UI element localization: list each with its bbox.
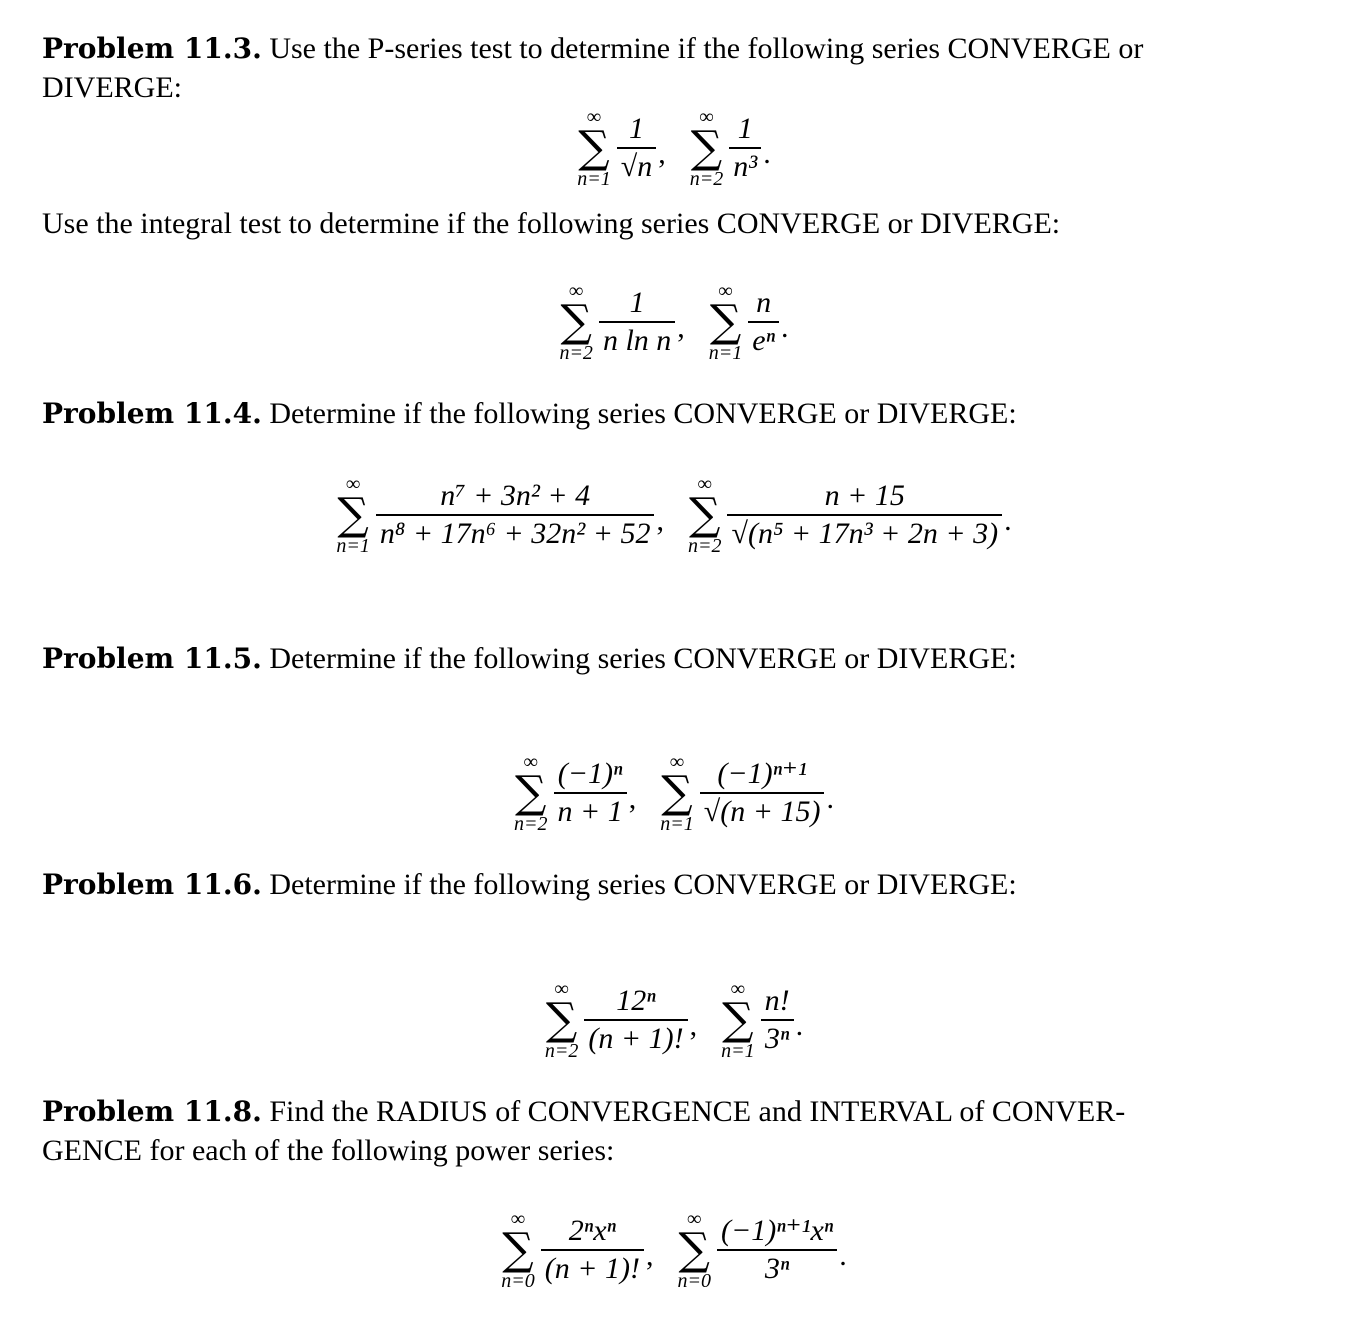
sum-lower-limit: n=1 — [708, 342, 743, 364]
summation — [559, 280, 593, 364]
problem-11-3-series-row-1 — [0, 98, 1348, 198]
punctuation: . — [826, 782, 834, 815]
punctuation: , — [628, 782, 637, 815]
sum-lower-limit: n=2 — [544, 1040, 579, 1062]
problem-11-4-text: Determine if the following series CONVERGE or DIVERGE: — [261, 397, 1017, 430]
punctuation: , — [677, 311, 685, 344]
series-1-over-n-ln-n — [559, 280, 684, 364]
integral-test-text: Use the integral test to determine if the following series CONVERGE or DIVERGE: — [42, 207, 1061, 240]
numerator: (−1)ⁿ⁺¹xⁿ — [720, 1214, 834, 1248]
sum-upper-limit: ∞ — [523, 751, 538, 773]
fraction — [376, 478, 655, 552]
punctuation: , — [645, 1239, 654, 1272]
numerator: (−1)ⁿ — [557, 757, 623, 791]
fraction — [729, 111, 761, 185]
punctuation: , — [658, 137, 666, 170]
punctuation: . — [763, 137, 771, 170]
denominator: √(n + 15) — [703, 794, 821, 828]
problem-11-3-statement — [42, 30, 1304, 68]
denominator: n³ — [733, 149, 758, 183]
fraction — [617, 111, 656, 185]
summation — [721, 978, 755, 1062]
problem-11-8-label: Problem 11.8. — [42, 1095, 262, 1128]
sum-lower-limit: n=0 — [677, 1270, 711, 1292]
problem-11-6-series-row — [0, 965, 1348, 1075]
numerator: n⁷ + 3n² + 4 — [440, 479, 591, 513]
series-n-over-e-to-n — [709, 280, 789, 364]
sum-upper-limit: ∞ — [346, 473, 361, 495]
sigma-symbol: ∑ — [722, 994, 754, 1045]
numerator: n + 15 — [824, 479, 905, 513]
sum-lower-limit: n=1 — [721, 1040, 755, 1062]
summation — [545, 978, 579, 1062]
numerator: (−1)ⁿ⁺¹ — [717, 757, 807, 791]
series-n-factorial-over-3-to-n — [721, 978, 803, 1062]
summation — [688, 473, 722, 557]
fraction — [700, 756, 825, 830]
problem-11-4-statement — [42, 395, 1304, 433]
sigma-symbol: ∑ — [545, 994, 578, 1045]
fraction — [748, 285, 779, 359]
fraction — [761, 983, 794, 1057]
series-1-over-n-cubed — [690, 106, 771, 190]
denominator: n + 1 — [557, 794, 623, 828]
numerator: 1 — [737, 112, 753, 146]
punctuation: , — [689, 1009, 698, 1042]
sum-upper-limit: ∞ — [730, 978, 745, 1000]
sum-lower-limit: n=2 — [687, 535, 722, 557]
problem-11-4-label: Problem 11.4. — [42, 397, 262, 430]
sum-lower-limit: n=0 — [501, 1270, 535, 1292]
numerator: n — [756, 286, 772, 320]
sigma-symbol: ∑ — [689, 489, 721, 540]
denominator: 3ⁿ — [764, 1251, 790, 1285]
sigma-symbol: ∑ — [515, 767, 547, 818]
sum-upper-limit: ∞ — [554, 978, 569, 1000]
fraction — [584, 983, 687, 1057]
summation — [336, 473, 370, 557]
problem-11-3-series-row-2 — [0, 272, 1348, 372]
power-series-2-to-n — [501, 1208, 653, 1292]
sigma-symbol: ∑ — [661, 767, 693, 818]
fraction — [717, 1213, 837, 1287]
sum-upper-limit: ∞ — [510, 1208, 526, 1230]
sigma-symbol: ∑ — [578, 122, 610, 173]
sigma-symbol: ∑ — [709, 296, 742, 347]
problem-11-8-statement-cont — [42, 1132, 1304, 1170]
sum-lower-limit: n=1 — [660, 813, 694, 835]
denominator: (n + 1)! — [588, 1021, 684, 1055]
summation — [660, 751, 694, 835]
denominator: √n — [620, 149, 653, 183]
denominator: 3ⁿ — [764, 1021, 790, 1055]
denominator: √(n⁵ + 17n³ + 2n + 3) — [731, 516, 999, 550]
denominator: n⁸ + 17n⁶ + 32n² + 52 — [379, 516, 651, 550]
denominator: n ln n — [602, 323, 672, 357]
sum-upper-limit: ∞ — [569, 280, 584, 302]
problem-11-6-label: Problem 11.6. — [42, 868, 262, 901]
summation — [577, 106, 611, 190]
denominator: (n + 1)! — [544, 1251, 640, 1285]
summation — [690, 106, 724, 190]
problem-11-8-series-row — [0, 1195, 1348, 1305]
problem-11-4-series-row — [0, 460, 1348, 570]
sum-upper-limit: ∞ — [699, 106, 714, 128]
sum-upper-limit: ∞ — [669, 751, 685, 773]
denominator: eⁿ — [752, 323, 776, 357]
numerator: 12ⁿ — [616, 984, 656, 1018]
punctuation: . — [1004, 504, 1012, 537]
problem-11-8-statement — [42, 1093, 1304, 1131]
sum-lower-limit: n=2 — [559, 342, 593, 364]
series-1-over-sqrt-n — [577, 106, 665, 190]
fraction — [599, 285, 675, 359]
summation — [501, 1208, 535, 1292]
sum-upper-limit: ∞ — [586, 106, 602, 128]
summation — [709, 280, 743, 364]
integral-test-statement — [42, 205, 1304, 243]
summation — [514, 751, 548, 835]
sigma-symbol: ∑ — [560, 296, 592, 347]
problem-11-3-text-cont: DIVERGE: — [42, 71, 182, 104]
problem-11-8-text-cont: GENCE for each of the following power series: — [42, 1134, 615, 1167]
fraction — [554, 756, 627, 830]
sigma-symbol: ∑ — [678, 1224, 710, 1275]
sigma-symbol: ∑ — [690, 122, 723, 173]
sum-upper-limit: ∞ — [718, 280, 733, 302]
numerator: 1 — [629, 112, 644, 146]
punctuation: . — [795, 1009, 804, 1042]
sum-lower-limit: n=1 — [577, 168, 611, 190]
fraction — [727, 478, 1002, 552]
summation — [677, 1208, 711, 1292]
power-series-alternating — [677, 1208, 846, 1292]
problem-11-6-statement — [42, 866, 1304, 904]
series-12-to-n-over-factorial — [545, 978, 697, 1062]
problem-11-5-statement — [42, 640, 1304, 678]
sigma-symbol: ∑ — [337, 489, 369, 540]
punctuation: . — [781, 311, 789, 344]
problem-11-5-label: Problem 11.5. — [42, 642, 262, 675]
sum-lower-limit: n=2 — [514, 813, 548, 835]
sum-upper-limit: ∞ — [687, 1208, 702, 1230]
problem-11-3-label: Problem 11.3. — [42, 32, 262, 65]
series-n-plus-15-over-sqrt — [688, 473, 1012, 557]
sum-upper-limit: ∞ — [697, 473, 712, 495]
sum-lower-limit: n=1 — [336, 535, 370, 557]
punctuation: . — [839, 1239, 847, 1272]
numerator: 1 — [629, 286, 645, 320]
sum-lower-limit: n=2 — [689, 168, 724, 190]
punctuation: , — [656, 504, 664, 537]
problem-11-8-text: Find the RADIUS of CONVERGENCE and INTERVAL of CONVER- — [261, 1095, 1126, 1128]
problem-11-3-text: Use the P-series test to determine if the following series CONVERGE or — [261, 32, 1144, 65]
fraction — [541, 1213, 644, 1287]
numerator: n! — [764, 984, 790, 1018]
sigma-symbol: ∑ — [502, 1224, 534, 1275]
problem-11-6-text: Determine if the following series CONVERGE or DIVERGE: — [261, 868, 1017, 901]
series-alternating-over-sqrt — [660, 751, 834, 835]
problem-11-5-series-row — [0, 738, 1348, 848]
problem-11-5-text: Determine if the following series CONVERGE or DIVERGE: — [261, 642, 1017, 675]
series-polynomial-ratio — [336, 473, 664, 557]
series-alternating-over-n-plus-1 — [514, 751, 636, 835]
numerator: 2ⁿxⁿ — [568, 1214, 616, 1248]
